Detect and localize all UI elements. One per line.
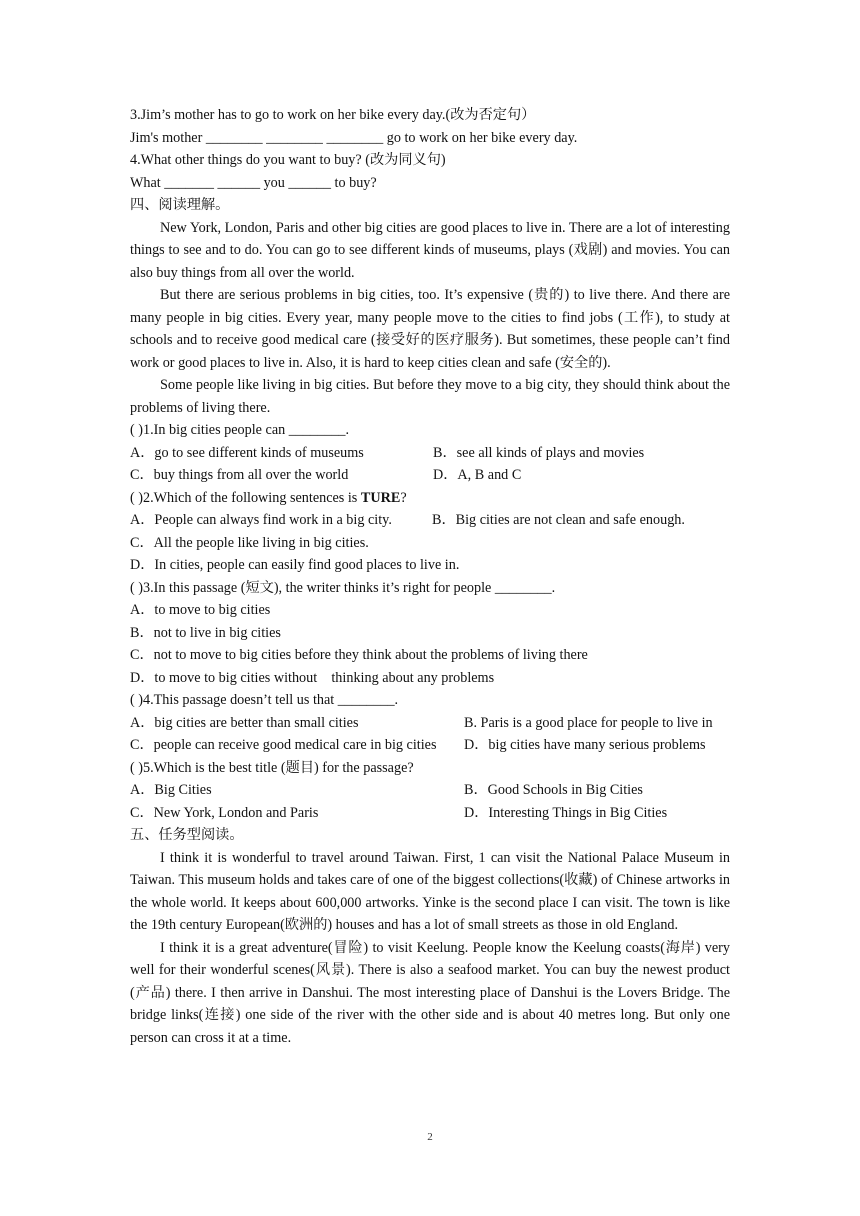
rewrite-answer-3: Jim's mother ________ ________ ________ go to work on her bike every day.	[130, 129, 578, 146]
question-1-option-b: B．see all kinds of plays and movies	[433, 444, 645, 461]
question-2-stem-after: ?	[400, 489, 407, 506]
task-reading-paragraph-1: I think it is wonderful to travel around Taiwan. First, 1 can visit the National Palace Museum in Taiwan. This museum holds and takes care of one of the biggest collections(收藏) of Chinese artworks in the whole world. It keeps about 600,000 artworks. Yinke is the second place I can visit. The town is like the 19th century European(欧洲的) houses and has a lot of small streets as those in old England.	[130, 849, 730, 933]
question-4-option-a: A．big cities are better than small cities	[130, 714, 359, 731]
question-3-option-a: A．to move to big cities	[130, 602, 271, 618]
reading-paragraph-3: Some people like living in big cities. But before they move to a big city, they should think about the problems of living there.	[130, 377, 730, 416]
question-4-option-b: B. Paris is a good place for people to live in	[464, 714, 713, 731]
question-1-option-c: C．buy things from all over the world	[130, 467, 349, 483]
rewrite-answer-4: What _______ ______ you ______ to buy?	[130, 174, 377, 191]
question-3-option-c: C．not to move to big cities before they think about the problems of living there	[130, 647, 588, 663]
question-3-option-b: B．not to live in big cities	[130, 624, 281, 641]
reading-paragraph-2: But there are serious problems in big cities, too. It’s expensive (贵的) to live there. And there are many people in big cities. Every year, many people move to the cities to find jobs (工作), to study at schools and to receive good medical care (接受好的医疗服务). But sometimes, these people can’t find work or good places to live in. Also, it is hard to keep cities clean and safe (安全的).	[130, 287, 730, 371]
question-4-option-c: C．people can receive good medical care in big cities	[130, 737, 437, 753]
rewrite-question-4: 4.What other things do you want to buy? (改为同义句)	[130, 152, 446, 168]
question-2-stem	[130, 487, 730, 510]
reading-section-heading: 四、阅读理解。	[130, 197, 230, 213]
question-5-option-a: A．Big Cities	[130, 782, 212, 798]
question-5-option-c: C．New York, London and Paris	[130, 804, 319, 821]
question-4-stem: ( )4.This passage doesn’t tell us that ________.	[130, 692, 399, 708]
question-2-option-a: A．People can always find work in a big city.	[130, 512, 392, 528]
question-5-stem: ( )5.Which is the best title (题目) for the passage?	[130, 759, 414, 776]
question-5-options-row-1	[130, 779, 730, 802]
question-1-option-a: A．go to see different kinds of museums	[130, 444, 364, 461]
question-2-option-b: B．Big cities are not clean and safe enough.	[432, 512, 685, 528]
question-2-option-d: D．In cities, people can easily find good places to live in.	[130, 557, 460, 573]
question-2-options-row-1	[130, 509, 730, 532]
question-2-stem-before: ( )2.Which of the following sentences is	[130, 489, 361, 506]
question-4-options-row-2	[130, 734, 730, 757]
question-2-option-c: C．All the people like living in big cities.	[130, 534, 369, 551]
question-4-options-row-1	[130, 712, 730, 735]
question-3-option-d: D．to move to big cities without thinking about any problems	[130, 669, 495, 686]
question-1-stem: ( )1.In big cities people can ________.	[130, 422, 350, 438]
question-1-options-row-1	[130, 442, 730, 465]
task-reading-paragraph-2: I think it is a great adventure(冒险) to visit Keelung. People know the Keelung coasts(海岸) very well for their wonderful scenes(风景). There is also a seafood market. You can buy the newest product (产品) there. I then arrive in Danshui. The most interesting place of Danshui is the Lovers Bridge. The bridge links(连接) one side of the river with the other side and is about 40 metres long. But only one person can cross it at a time.	[130, 939, 730, 1046]
question-5-option-d: D．Interesting Things in Big Cities	[464, 804, 668, 821]
question-4-option-d: D．big cities have many serious problems	[464, 737, 706, 753]
question-5-option-b: B．Good Schools in Big Cities	[464, 782, 643, 798]
question-2-stem-bold: TURE	[360, 489, 401, 506]
task-reading-section-heading: 五、任务型阅读。	[130, 827, 244, 843]
question-5-options-row-2	[130, 802, 730, 825]
question-1-option-d: D．A, B and C	[433, 467, 522, 483]
page-number: 2	[427, 1131, 433, 1143]
rewrite-question-3: 3.Jim’s mother has to go to work on her bike every day.(改为否定句）	[130, 107, 536, 123]
reading-paragraph-1: New York, London, Paris and other big cities are good places to live in. There are a lot of interesting things to see and to do. You can go to see different kinds of museums, plays (戏剧) and movies. You can also buy things from all over the world.	[130, 219, 730, 281]
question-1-options-row-2	[130, 464, 730, 487]
question-3-stem: ( )3.In this passage (短文), the writer thinks it’s right for people ________.	[130, 579, 556, 596]
page-content	[130, 104, 730, 1049]
